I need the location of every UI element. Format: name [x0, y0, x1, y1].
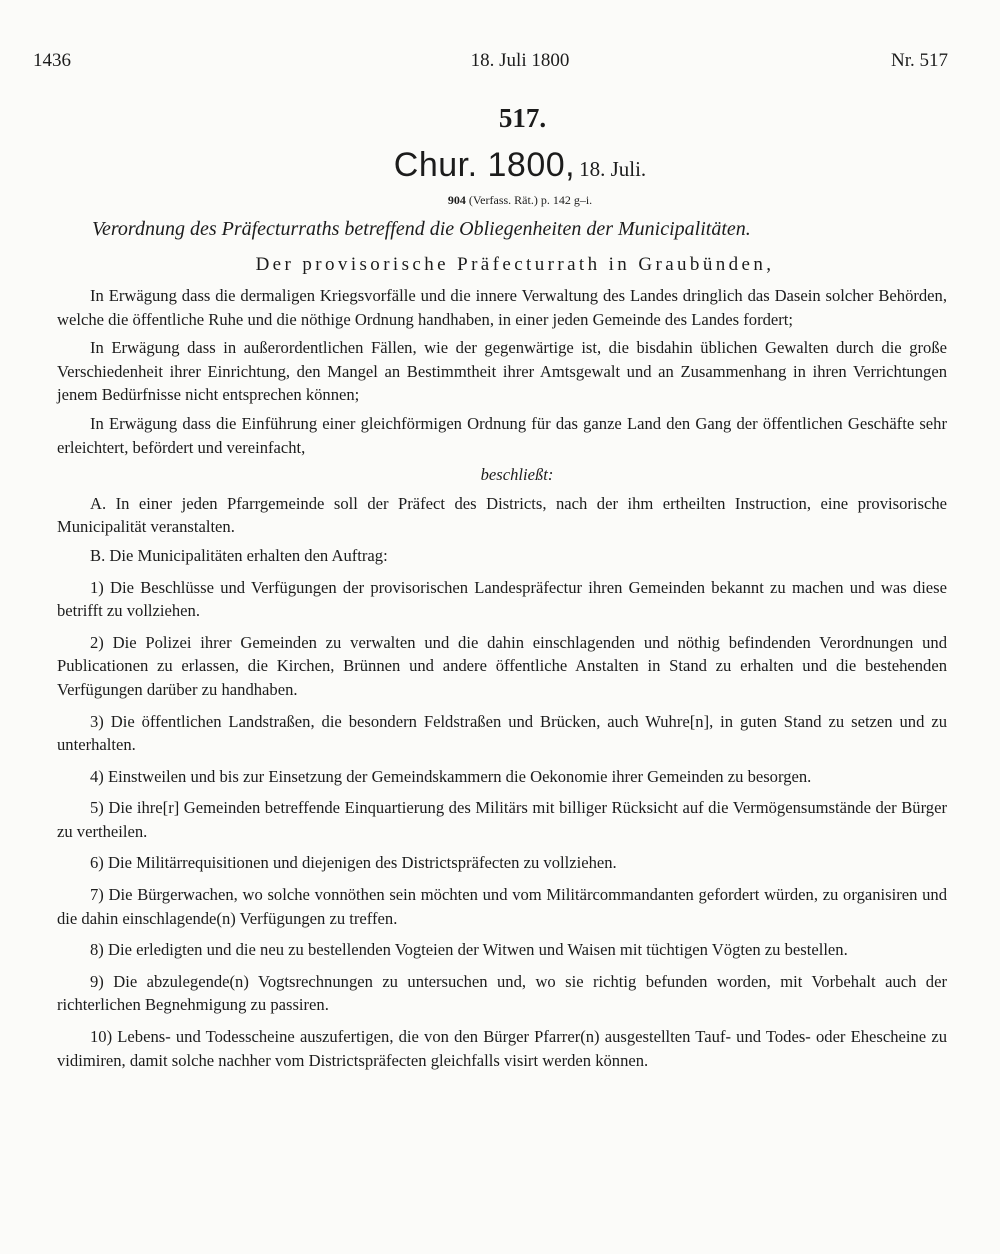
page-number: 1436: [33, 50, 71, 71]
list-item: 5) Die ihre[r] Gemeinden betreffende Einquartierung des Militärs mit billiger Rücksicht auf die Vermögensumstände der Bürger zu vertheilen.: [57, 798, 947, 841]
issuing-authority: Der provisorische Präfecturrath in Graubünden,: [255, 254, 775, 275]
list-item: 7) Die Bürgerwachen, wo solche vonnöthen sein möchten und vom Militärcommandanten gefordert würden, zu organisiren und die dahin einschlagende(n) Verfügungen zu treffen.: [57, 885, 947, 928]
preamble-paragraph: In Erwägung dass in außerordentlichen Fällen, wie der gegenwärtige ist, die bisdahin üblichen Gewalten durch die große Verschiedenheit ihrer Einrichtung, den Mangel an Bestimmtheit ihrer Amtsgewalt und an Zusammenhang in ihren Verrichtungen jenem Bedürfnisse nicht entsprechen können;: [57, 338, 947, 405]
list-item: 8) Die erledigten und die neu zu bestellenden Vogteien der Witwen und Waisen mit tüchtigen Vögten zu bestellen.: [90, 940, 848, 960]
list-item: 10) Lebens- und Todesscheine auszufertigen, die von den Bürger Pfarrer(n) ausgestellten Tauf- und Todes- oder Ehescheine zu vidimiren, damit solche nachher vom Districtspräfecten gleichfalls visirt werden können.: [57, 1027, 947, 1070]
preamble-paragraph: In Erwägung dass die Einführung einer gleichförmigen Ordnung für das ganze Land den Gang der öffentlichen Geschäfte sehr erleichtert, befördert und vereinfacht,: [57, 413, 947, 457]
source-detail: (Verfass. Rät.) p. 142 g–i.: [468, 193, 593, 207]
list-item: 2) Die Polizei ihrer Gemeinden zu verwalten und die dahin einschlagenden und nöthig befindenden Verordnungen und Publicationen zu erlassen, die Kirchen, Brünnen und andere öffentliche Anstalten in Stand zu erhalten und die bestehenden Verfügungen darüber zu handhaben.: [57, 632, 947, 699]
section-b: B. Die Municipalitäten erhalten den Auftrag:: [90, 545, 388, 565]
list-item: 6) Die Militärrequisitionen und diejenigen des Districtspräfecten zu vollziehen.: [90, 853, 617, 873]
list-item: 3) Die öffentlichen Landstraßen, die besondern Feldstraßen und Brücken, auch Wuhre[n], in guten Stand zu setzen und zu unterhalten.: [57, 711, 947, 755]
running-date: 18. Juli 1800: [470, 50, 570, 71]
preamble-paragraph: In Erwägung dass die dermaligen Kriegsvorfälle und die innere Verwaltung des Landes dringlich das Dasein solcher Behörden, welche die öffentliche Ruhe und die nöthige Ordnung handhaben, in einer jeden Gemeinde des Landes fordert;: [57, 286, 947, 329]
source-number: 904: [447, 193, 466, 207]
document-body: [57, 284, 947, 1072]
place-year: Chur. 1800,: [393, 146, 576, 184]
source-reference: [0, 193, 1000, 208]
document-number: 517.: [498, 103, 547, 133]
document-reference: Nr. 517: [891, 50, 948, 71]
resolution-heading: beschließt:: [480, 465, 554, 485]
list-item: 4) Einstweilen und bis zur Einsetzung der Gemeindskammern die Oekonomie ihrer Gemeinden zu besorgen.: [90, 766, 812, 786]
list-item: 9) Die abzulegende(n) Vogtsrechnungen zu untersuchen und, wo sie richtig befunden worden, mit Vorbehalt auch der richterlichen Begnehmigung zu passiren.: [57, 971, 947, 1015]
place-date-line: [0, 146, 1000, 185]
day-month: 18. Juli.: [579, 157, 647, 181]
document-title: Verordnung des Präfecturraths betreffend die Obliegenheiten der Municipalitäten.: [92, 218, 751, 240]
list-item: 1) Die Beschlüsse und Verfügungen der provisorischen Landespräfectur ihren Gemeinden bekannt zu machen und was diese betrifft zu vollziehen.: [57, 577, 947, 621]
section-a: A. In einer jeden Pfarrgemeinde soll der Präfect des Districts, nach der ihm ertheilten Instruction, eine provisorische Municipalität veranstalten.: [57, 493, 947, 537]
